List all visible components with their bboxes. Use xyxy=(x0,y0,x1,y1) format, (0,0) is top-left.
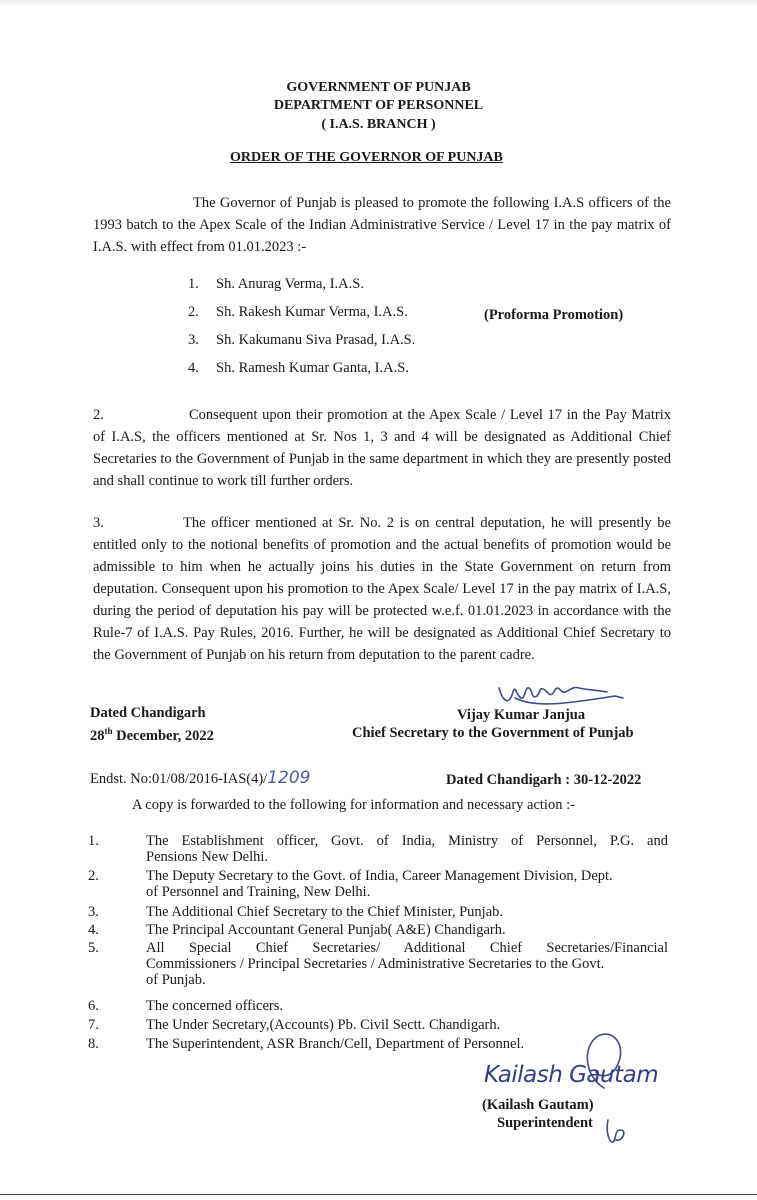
list-item: 1. Sh. Anurag Verma, I.A.S. xyxy=(188,276,364,292)
endorsement-number: Endst. No:01/08/2016-IAS(4)/1209 xyxy=(90,768,311,788)
officer-name: Sh. Kakumanu Siva Prasad, I.A.S. xyxy=(216,332,416,348)
scan-edge-top xyxy=(0,0,757,6)
list-item: 2. The Deputy Secretary to the Govt. of India, Career Management Division, Dept. of Personnel and Training, New Delhi. xyxy=(88,868,613,900)
superintendent-initials xyxy=(602,1116,632,1146)
list-item: 3. The Additional Chief Secretary to the Chief Minister, Punjab. xyxy=(88,904,504,920)
header-branch: ( I.A.S. BRANCH ) xyxy=(321,117,436,132)
paragraph-3 xyxy=(93,512,671,666)
signatory-designation: Chief Secretary to the Government of Punjab xyxy=(352,725,634,741)
handwritten-number: 1209 xyxy=(267,768,311,788)
superintendent-signature: Kailash Gautam xyxy=(484,1062,659,1088)
intro-text: The Governor of Punjab is pleased to promote the following I.A.S officers of the 1993 batch to the Apex Scale of the Indian Administrative Service / Level 17 in the pay matrix of I.A.S. with effect from 01.01.2023 :- xyxy=(93,195,671,255)
header-government: GOVERNMENT OF PUNJAB xyxy=(286,80,471,95)
list-item: 2. Sh. Rakesh Kumar Verma, I.A.S. xyxy=(188,304,408,320)
forward-text: A copy is forwarded to the following for information and necessary action :- xyxy=(132,797,575,813)
officer-name: Sh. Ramesh Kumar Ganta, I.A.S. xyxy=(216,360,409,376)
list-item: 7. The Under Secretary,(Accounts) Pb. Civil Sectt. Chandigarh. xyxy=(88,1017,501,1033)
officer-name: Sh. Anurag Verma, I.A.S. xyxy=(216,276,364,292)
signatory-name: Vijay Kumar Janjua xyxy=(457,707,586,723)
paragraph-text: Consequent upon their promotion at the Apex Scale / Level 17 in the Pay Matrix of I.A.S, the officers mentioned at Sr. Nos 1, 3 and 4 will be designated as Additional Chief Secretaries to the Government of Punjab in the same department in which they are presently posted and shall continue to work till further orders. xyxy=(93,407,671,489)
list-item: 4. The Principal Accountant General Punjab( A&E) Chandigarh. xyxy=(88,922,506,938)
endorsement-date: Dated Chandigarh : 30-12-2022 xyxy=(446,772,642,788)
list-item: 6. The concerned officers. xyxy=(88,998,284,1014)
proforma-note: (Proforma Promotion) xyxy=(484,307,624,323)
intro-paragraph xyxy=(93,192,671,258)
list-item: 3. Sh. Kakumanu Siva Prasad, I.A.S. xyxy=(188,332,416,348)
list-item: 1. The Establishment officer, Govt. of India, Ministry of Personnel, P.G. and Pensions New Delhi. xyxy=(88,833,668,865)
order-title: ORDER OF THE GOVERNOR OF PUNJAB xyxy=(230,150,503,165)
paragraph-text: The officer mentioned at Sr. No. 2 is on central deputation, he will presently be entitled only to the notional benefits of promotion and the actual benefits of promotion would be admissible to him when he actually joins his duties in the State Government on return from deputation. Consequent upon his promotion to the Apex Scale/ Level 17 in the pay matrix of I.A.S, during the period of deputation his pay will be protected w.e.f. 01.01.2023 in accordance with the Rule-7 of I.A.S. Pay Rules, 2016. Further, he will be designated as Additional Chief Secretary to the Government of Punjab on his return from deputation to the parent cadre. xyxy=(93,515,671,663)
list-item: 5. All Special Chief Secretaries/ Additional Chief Secretaries/Financial Commissioners / Principal Secretaries / Administrative Secretaries to the Govt. of Punjab. xyxy=(88,940,668,988)
paragraph-number: 3. xyxy=(93,515,104,531)
list-item: 4. Sh. Ramesh Kumar Ganta, I.A.S. xyxy=(188,360,409,376)
officer-name: Sh. Rakesh Kumar Verma, I.A.S. xyxy=(216,304,408,320)
header-department: DEPARTMENT OF PERSONNEL xyxy=(273,98,484,113)
paragraph-number: 2. xyxy=(93,407,104,423)
dated-place: Dated Chandigarh xyxy=(90,705,206,721)
paragraph-2 xyxy=(93,404,671,492)
superintendent-name: (Kailash Gautam) xyxy=(482,1097,594,1113)
list-item: 8. The Superintendent, ASR Branch/Cell, Department of Personnel. xyxy=(88,1036,525,1052)
scan-edge-bottom xyxy=(0,1194,757,1195)
superintendent-designation: Superintendent xyxy=(497,1115,593,1131)
dated-date: 28th December, 2022 xyxy=(90,726,214,744)
